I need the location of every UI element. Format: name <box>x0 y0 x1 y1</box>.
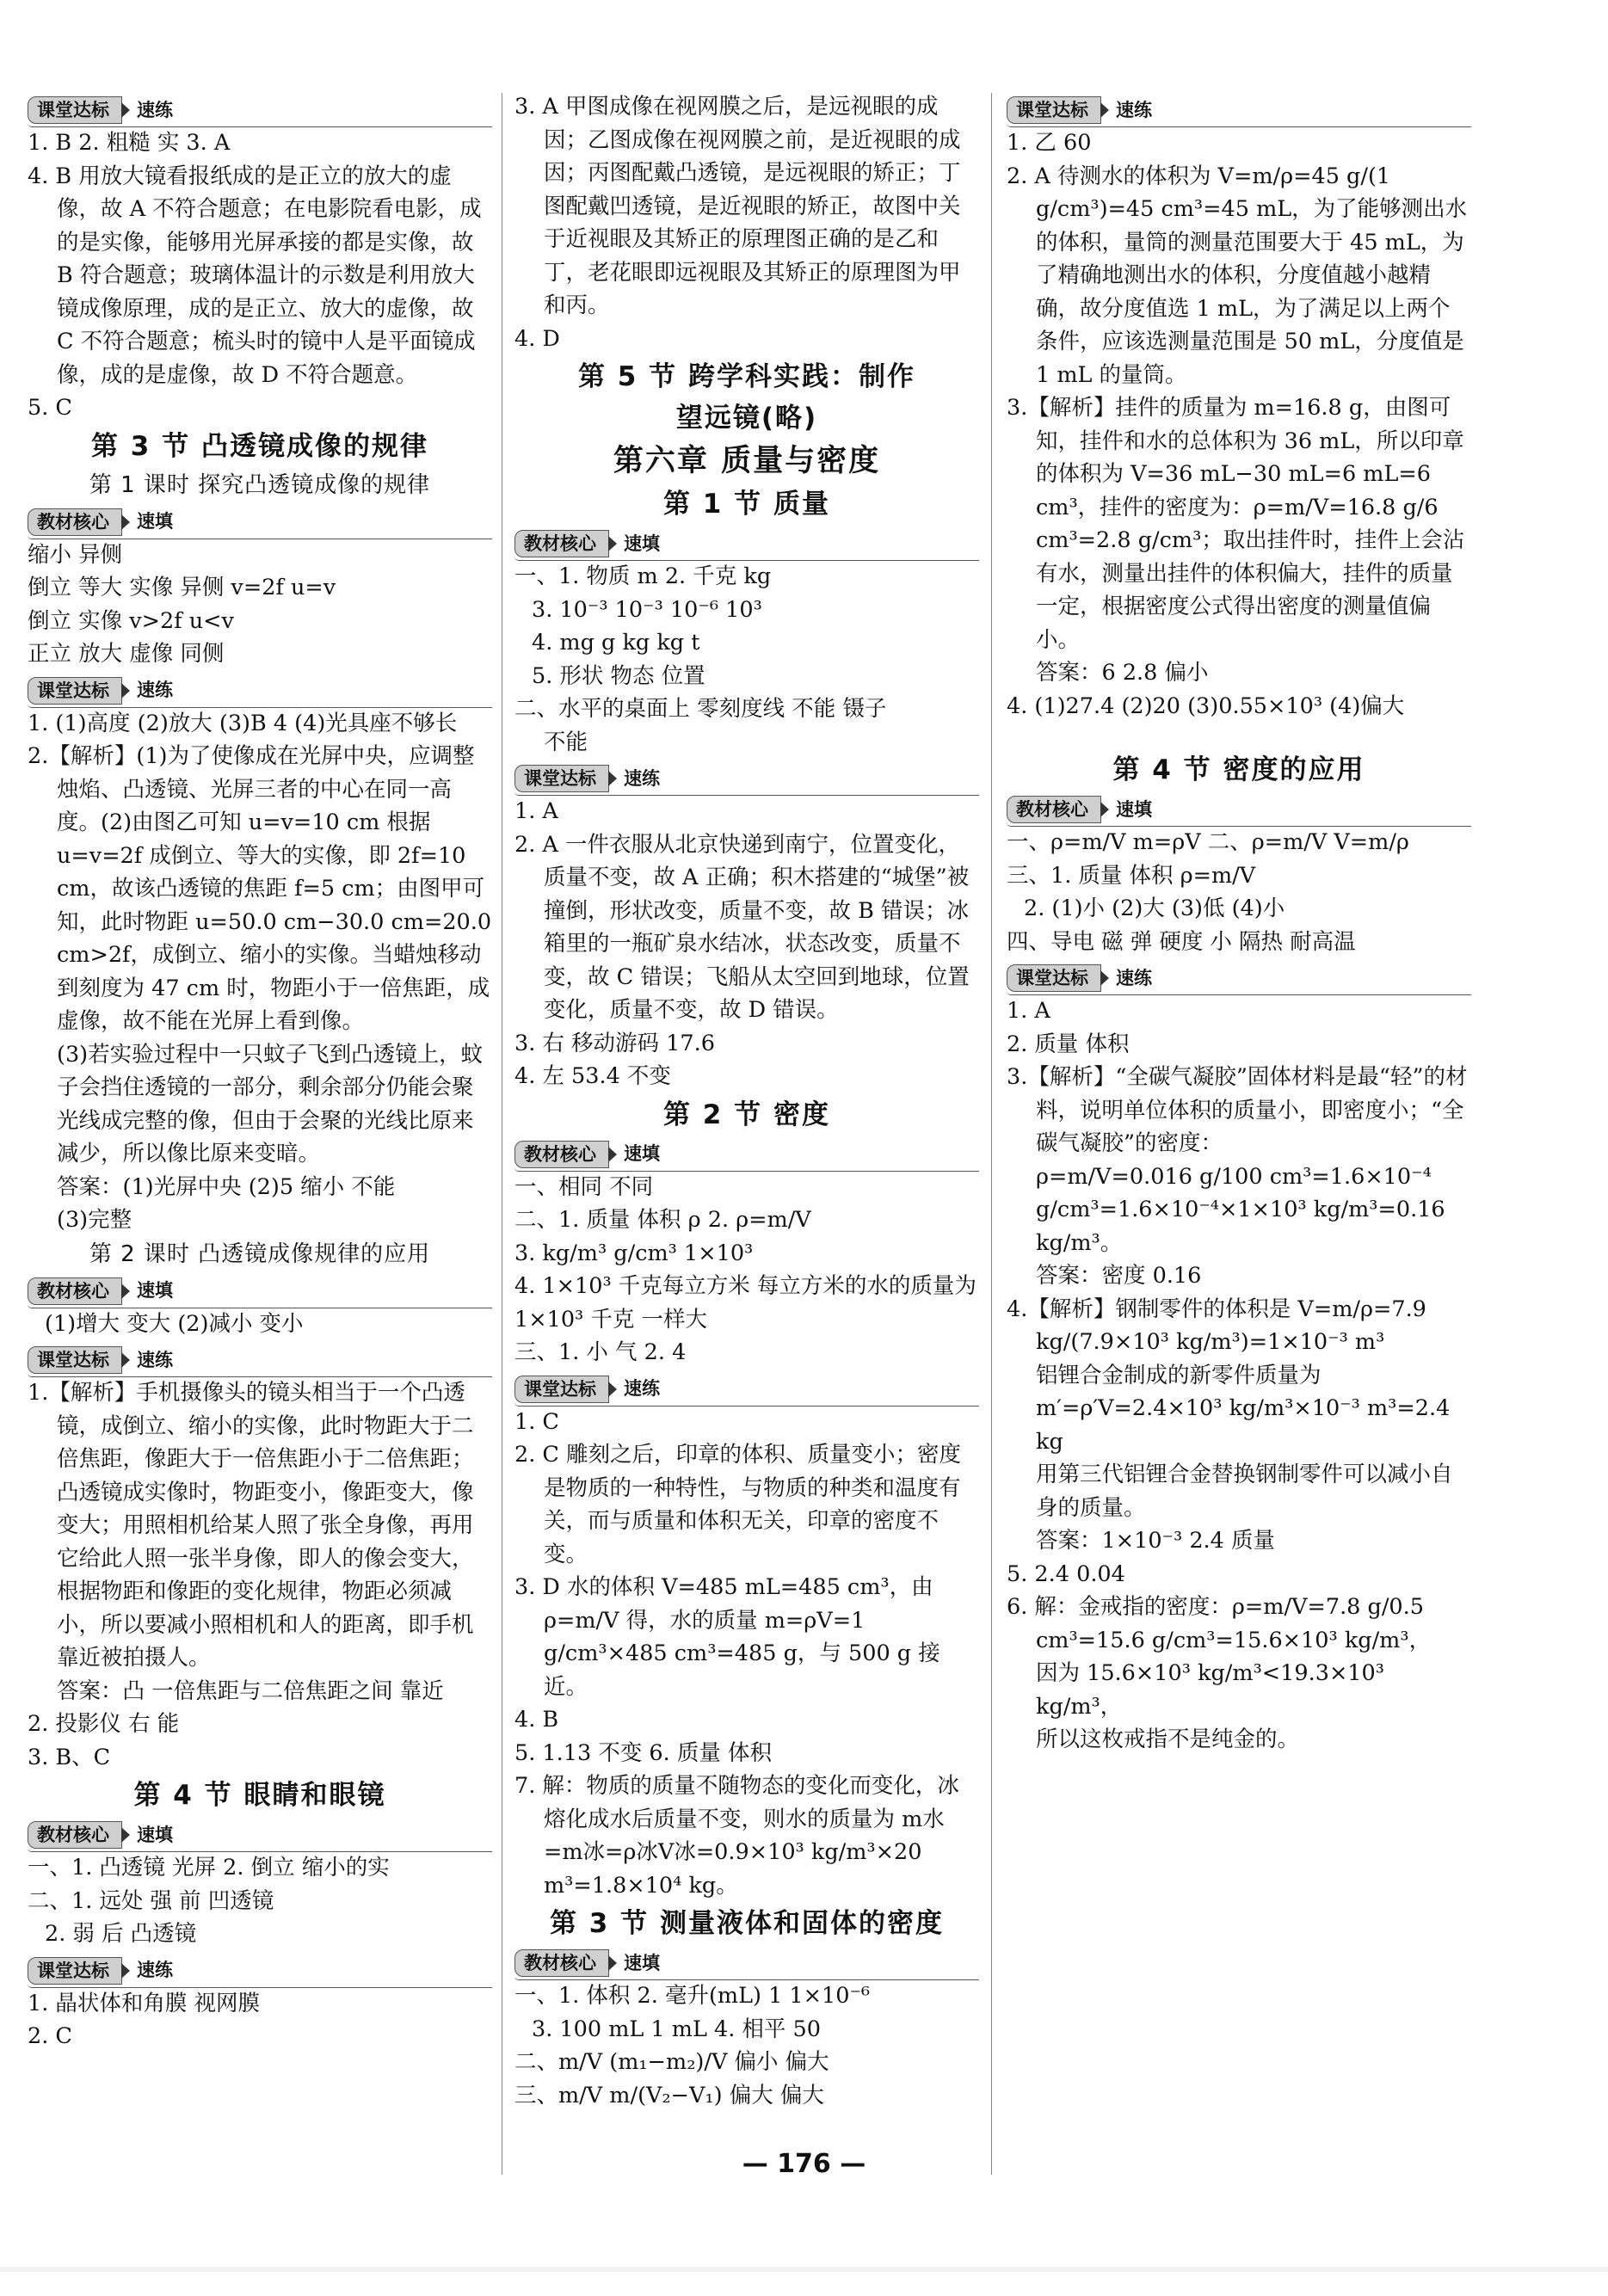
answer-line: 二、水平的桌面上 零刻度线 不能 镊子 <box>514 696 887 722</box>
answer-line: 2. A 待测水的体积为 V=m/ρ=45 g/(1 g/cm³)=45 cm³=45 mL，为了能够测出水的体积，量筒的测量范围要大于 45 mL，为了精确地测出水的体积，分度值越小越精确，故分度值选 1 mL，为了满足以上两个条件，应该选测量范围是 50 mL，分度值是 1 mL 的量筒。 <box>1007 163 1468 388</box>
section-tag-label: 课堂达标 <box>28 677 122 705</box>
section-tag-suffix: 速填 <box>137 1280 173 1302</box>
section-tag-suffix: 速练 <box>1116 967 1152 988</box>
answer-line: 2. 弱 后 凸透镜 <box>45 1921 197 1947</box>
answer-line: 答案：6 2.8 偏小 <box>1036 660 1209 686</box>
section-tag <box>28 1820 492 1850</box>
answer-line: (3)完整 <box>57 1207 132 1233</box>
answer-line: 答案：凸 一倍焦距与二倍焦距之间 靠近 <box>57 1677 444 1704</box>
answer-line: 缩小 异侧 <box>28 541 123 568</box>
answer-line: 答案：密度 0.16 <box>1036 1263 1202 1289</box>
answer-line: m′=ρ′V=2.4×10³ kg/m³×10⁻³ m³=2.4 kg <box>1036 1395 1451 1455</box>
section-tag <box>1007 95 1471 125</box>
answer-line: 4. B 用放大镜看报纸成的是正立的放大的虚像，故 A 不符合题意；在电影院看电影，成的是实像，能够用光屏承接的都是实像，故 B 符合题意；玻璃体温计的示数是利用放大镜成像原理，成的是正立、放大的虚像，故 C 不符合题意；梳头时的镜中人是平面镜成像，成的是虚像，故 D 不符合题意。 <box>28 163 482 388</box>
answer-line: 3. kg/m³ g/cm³ 1×10³ <box>514 1240 754 1266</box>
answer-line: 6. 解：金戒指的密度：ρ=m/V=7.8 g/0.5 cm³=15.6 g/cm³=15.6×10³ kg/m³， <box>1007 1594 1432 1653</box>
answer-line: 4. D <box>514 325 560 352</box>
section-tag <box>514 529 979 558</box>
answer-line: 1. C <box>514 1408 559 1435</box>
answer-line: 3. B、C <box>28 1744 111 1770</box>
lesson-title: 第 2 课时 凸透镜成像规律的应用 <box>89 1240 431 1267</box>
answer-line: 3.【解析】“全碳气凝胶”固体材料是最“轻”的材料，说明单位体积的质量小，即密度小；“全碳气凝胶”的密度： <box>1007 1064 1468 1156</box>
answer-line: 3. A 甲图成像在视网膜之后，是远视眼的成因；乙图成像在视网膜之前，是近视眼的成因；丙图配戴凸透镜，是远视眼的矫正；丁图配戴凹透镜，是近视眼的矫正，故图中关于近视眼及其矫正的原理图正确的是乙和丁，老花眼即远视眼及其矫正的原理图为甲和丙。 <box>514 94 961 318</box>
arrow-right-icon <box>608 1147 617 1162</box>
answer-line: 3. 右 移动游码 17.6 <box>514 1030 715 1056</box>
answer-line: 4. B <box>514 1707 559 1733</box>
page-number: — 176 — <box>742 2149 866 2179</box>
answer-line: 2. (1)小 (2)大 (3)低 (4)小 <box>1024 896 1285 921</box>
section-tag-suffix: 速练 <box>1116 99 1152 120</box>
section-tag <box>28 95 492 125</box>
section-tag-label: 课堂达标 <box>28 96 122 124</box>
arrow-right-icon <box>121 1352 130 1368</box>
answer-line: 倒立 等大 实像 异侧 v=2f u=v <box>28 575 336 600</box>
arrow-right-icon <box>121 514 130 530</box>
answer-line: 3. D 水的体积 V=485 mL=485 cm³，由 ρ=m/V 得，水的质量 m=ρV=1 g/cm³×485 cm³=485 g，与 500 g 接近。 <box>514 1574 940 1700</box>
section-tag-suffix: 速练 <box>137 99 173 120</box>
arrow-right-icon <box>608 1955 617 1971</box>
answer-line: 因为 15.6×10³ kg/m³<19.3×10³ kg/m³， <box>1036 1660 1384 1720</box>
answer-line: ρ=m/V=0.016 g/100 cm³=1.6×10⁻⁴ g/cm³=1.6×10⁻⁴×1×10³ kg/m³=0.16 kg/m³。 <box>1036 1163 1445 1256</box>
answer-line: 3.【解析】挂件的质量为 m=16.8 g，由图可知，挂件和水的总体积为 36 mL，所以印章的体积为 V=36 mL−30 mL=6 mL=6 cm³，挂件的密度为：ρ=m/V=16.8 g/6 cm³=2.8 g/cm³；取出挂件时，挂件上会沾有水，测量出挂件的体积偏大，挂件的质量一定，根据密度公式得出密度的测量值偏小。 <box>1007 395 1465 653</box>
section-tag <box>1007 795 1471 824</box>
arrow-right-icon <box>1100 802 1109 817</box>
answer-line: (1)增大 变大 (2)减小 变小 <box>45 1310 304 1337</box>
answer-line: 答案：(1)光屏中央 (2)5 缩小 不能 <box>57 1173 396 1200</box>
arrow-right-icon <box>121 1963 130 1979</box>
section-title: 第 4 节 密度的应用 <box>1112 754 1365 785</box>
arrow-right-icon <box>121 683 130 699</box>
section-tag-label: 课堂达标 <box>28 1346 122 1374</box>
answer-line: 1. A <box>1007 998 1050 1024</box>
section-tag-label: 教材核心 <box>1007 796 1101 823</box>
section-title: 第 2 节 密度 <box>663 1099 830 1130</box>
answer-line: 2. 投影仪 右 能 <box>28 1711 180 1737</box>
section-tag-suffix: 速填 <box>137 1824 173 1845</box>
answer-line: 三、1. 质量 体积 ρ=m/V <box>1007 862 1256 889</box>
answer-line: 2. C 雕刻之后，印章的体积、质量变小；密度是物质的一种特性，与物质的种类和温度有关，而与质量和体积无关，印章的密度不变。 <box>514 1442 962 1567</box>
arrow-right-icon <box>1100 970 1109 986</box>
section-tag <box>514 764 979 793</box>
answer-line: 2. C <box>28 2023 72 2049</box>
answer-line: 1. 乙 60 <box>1007 130 1092 156</box>
section-tag-suffix: 速填 <box>624 1143 660 1165</box>
section-tag-suffix: 速练 <box>624 767 660 789</box>
section-tag-label: 教材核心 <box>28 1821 122 1849</box>
answer-line: 1. (1)高度 (2)放大 (3)B 4 (4)光具座不够长 <box>28 710 458 736</box>
section-tag <box>28 508 492 537</box>
arrow-right-icon <box>608 536 617 551</box>
answer-line: 7. 解：物质的质量不随物态的变化而变化，冰熔化成水后质量不变，则水的质量为 m水=m冰=ρ冰V冰=0.9×10³ kg/m³×20 m³=1.8×10⁴ kg。 <box>514 1773 959 1899</box>
section-tag <box>28 1956 492 1985</box>
answer-line: 用第三代铝锂合金替换钢制零件可以减小自身的质量。 <box>1036 1462 1453 1521</box>
section-tag-suffix: 速练 <box>137 1349 173 1370</box>
bottom-band <box>0 2267 1608 2272</box>
section-tag-suffix: 速练 <box>624 1378 660 1400</box>
section-title: 望远镜(略) <box>675 403 818 434</box>
section-tag-label: 教材核心 <box>514 1141 609 1168</box>
section-title: 第 3 节 凸透镜成像的规律 <box>91 430 428 462</box>
answer-line: 一、ρ=m/V m=ρV 二、ρ=m/V V=m/ρ <box>1007 829 1409 855</box>
arrow-right-icon <box>608 771 617 786</box>
section-tag-suffix: 速填 <box>137 511 173 532</box>
answer-line: 3. 100 mL 1 mL 4. 相平 50 <box>532 2016 821 2042</box>
answer-line: 不能 <box>544 729 588 755</box>
section-tag <box>28 1345 492 1375</box>
answer-line: 二、m/V (m₁−m₂)/V 偏小 偏大 <box>514 2049 829 2075</box>
arrow-right-icon <box>121 1283 130 1299</box>
answer-line: 2. 质量 体积 <box>1007 1031 1130 1057</box>
answer-line: 1.【解析】手机摄像头的镜头相当于一个凸透镜，成倒立、缩小的实像，此时物距大于二倍焦距，像距大于一倍焦距小于二倍焦距；凸透镜成实像时，物距变小，像距变大，像变大；用照相机给某人照了张全身像，再用它给此人照一张半身像，即人的像会变大，根据物距和像距的变化规律，物距必须减小，所以要减小照相机和人的距离，即手机靠近被拍摄人。 <box>28 1380 474 1671</box>
answer-line: 一、1. 凸透镜 光屏 2. 倒立 缩小的实 <box>28 1855 390 1881</box>
column-divider <box>991 93 992 2175</box>
section-tag-suffix: 速填 <box>624 532 660 554</box>
answer-line: 正立 放大 虚像 同侧 <box>28 641 225 667</box>
answer-line: 1. B 2. 粗糙 实 3. A <box>28 130 231 156</box>
answer-line: 二、1. 质量 体积 ρ 2. ρ=m/V <box>514 1207 811 1233</box>
answer-line: 2. A 一件衣服从北京快递到南宁，位置变化，质量不变，故 A 正确；积木搭建的“城堡”被撞倒，形状改变，质量不变，故 B 错误；冰箱里的一瓶矿泉水结冰，状态改变，质量不变，故 C 错误；飞船从太空回到地球，位置变化，质量不变，故 D 错误。 <box>514 831 970 1023</box>
answer-line: 4.【解析】钢制零件的体积是 V=m/ρ=7.9 kg/(7.9×10³ kg/m³)=1×10⁻³ m³ <box>1007 1296 1426 1355</box>
section-tag-label: 教材核心 <box>28 1277 122 1305</box>
column-left <box>28 90 492 2053</box>
answer-line: 4. 左 53.4 不变 <box>514 1063 671 1089</box>
arrow-right-icon <box>121 1827 130 1843</box>
section-tag-suffix: 速填 <box>1116 798 1152 820</box>
section-tag-label: 课堂达标 <box>28 1957 122 1985</box>
arrow-right-icon <box>1100 102 1109 118</box>
section-tag-label: 教材核心 <box>514 530 609 557</box>
answer-line: 一、相同 不同 <box>514 1173 654 1200</box>
arrow-right-icon <box>121 102 130 118</box>
answer-line: 4. (1)27.4 (2)20 (3)0.55×10³ (4)偏大 <box>1007 692 1405 719</box>
section-tag-label: 课堂达标 <box>514 765 609 792</box>
section-tag-label: 课堂达标 <box>1007 964 1101 992</box>
answer-line: 所以这枚戒指不是纯金的。 <box>1036 1727 1300 1752</box>
section-tag-label: 课堂达标 <box>514 1376 609 1403</box>
answer-line: 2.【解析】(1)为了使像成在光屏中央，应调整烛焰、凸透镜、光屏三者的中心在同一高度。(2)由图乙可知 u=v=10 cm 根据 u=v=2f 成倒立、等大的实像，即 2f=10 cm，故该凸透镜的焦距 f=5 cm；由图甲可知，此时物距 u=50.0 cm−30.0 cm=20.0 cm>2f，成倒立、缩小的实像。当蜡烛移动到刻度为 47 cm 时，物距小于一倍焦距，成虚像，故不能在光屏上看到像。 <box>28 743 492 1034</box>
answer-line: 4. mg g kg kg t <box>532 630 700 656</box>
section-tag-suffix: 速练 <box>137 680 173 701</box>
answer-line: 5. 形状 物态 位置 <box>532 662 705 689</box>
section-title: 第 1 节 质量 <box>663 489 830 520</box>
section-title: 第 4 节 眼睛和眼镜 <box>133 1780 386 1811</box>
section-tag <box>514 1375 979 1404</box>
section-tag <box>514 1140 979 1169</box>
section-tag <box>28 1277 492 1306</box>
section-title: 第 3 节 测量液体和固体的密度 <box>550 1908 944 1939</box>
answer-line: 答案：1×10⁻³ 2.4 质量 <box>1036 1528 1275 1554</box>
answer-line: 5. 2.4 0.04 <box>1007 1560 1125 1587</box>
answer-line: 1. 晶状体和角膜 视网膜 <box>28 1990 261 2016</box>
answer-line: 二、1. 远处 强 前 凹透镜 <box>28 1887 274 1914</box>
section-tag-label: 教材核心 <box>28 508 122 536</box>
answer-line: 5. C <box>28 395 72 421</box>
section-tag-suffix: 速练 <box>137 1960 173 1981</box>
section-title: 第 5 节 跨学科实践：制作 <box>578 361 915 392</box>
answer-line: 一、1. 体积 2. 毫升(mL) 1 1×10⁻⁶ <box>514 1983 871 2009</box>
section-tag <box>28 676 492 705</box>
section-tag <box>1007 963 1471 993</box>
arrow-right-icon <box>608 1382 617 1397</box>
column-right <box>1007 90 1471 1757</box>
answer-line: 铝锂合金制成的新零件质量为 <box>1036 1362 1322 1388</box>
spacer <box>1007 723 1471 748</box>
answer-line: (3)若实验过程中一只蚊子飞到凸透镜上，蚊子会挡住透镜的一部分，剩余部分仍能会聚光线成完整的像，但由于会聚的光线比原来减少，所以像比原来变暗。 <box>57 1041 484 1166</box>
answer-line: 3. 10⁻³ 10⁻³ 10⁻⁶ 10³ <box>532 596 762 623</box>
answer-line: 倒立 实像 v>2f u<v <box>28 607 234 634</box>
answer-line: 三、1. 小 气 2. 4 <box>514 1339 687 1365</box>
column-middle <box>514 90 979 2112</box>
answer-line: 三、m/V m/(V₂−V₁) 偏大 偏大 <box>514 2082 824 2108</box>
chapter-title: 第六章 质量与密度 <box>613 444 881 478</box>
answer-line: 4. 1×10³ 千克每立方米 每立方米的水的质量为 1×10³ 千克 一样大 <box>514 1273 977 1333</box>
answer-line: 5. 1.13 不变 6. 质量 体积 <box>514 1739 772 1766</box>
section-tag <box>514 1948 979 1978</box>
section-tag-label: 教材核心 <box>514 1949 609 1977</box>
section-tag-suffix: 速填 <box>624 1952 660 1973</box>
answer-line: 1. A <box>514 798 558 824</box>
lesson-title: 第 1 课时 探究凸透镜成像的规律 <box>89 471 431 498</box>
answer-line: 四、导电 磁 弹 硬度 小 隔热 耐高温 <box>1007 928 1356 955</box>
answer-line: 一、1. 物质 m 2. 千克 kg <box>514 563 772 589</box>
section-tag-label: 课堂达标 <box>1007 96 1101 124</box>
